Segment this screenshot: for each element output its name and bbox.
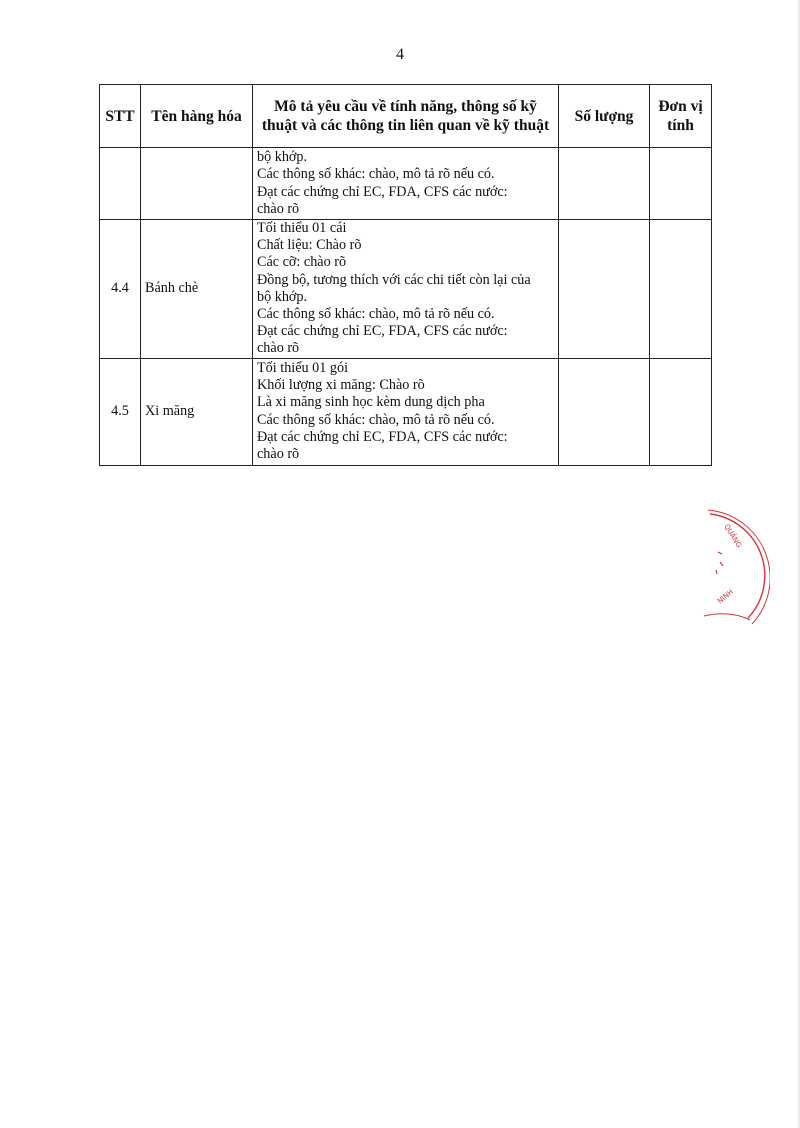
description-line: Đạt các chứng chỉ EC, FDA, CFS các nước:	[257, 183, 508, 200]
svg-text:NINH: NINH	[716, 587, 735, 606]
svg-text:QUẢNG: QUẢNG	[722, 522, 743, 550]
cell-quantity	[559, 358, 650, 465]
description-line: bộ khớp.	[257, 288, 308, 305]
header-unit: Đơn vị tính	[650, 85, 712, 148]
page-number: 4	[396, 46, 404, 63]
table-row	[100, 148, 712, 220]
header-name: Tên hàng hóa	[141, 85, 253, 148]
cell-name: Bánh chè	[141, 220, 253, 359]
cell-unit	[650, 148, 712, 220]
cell-quantity	[559, 148, 650, 220]
cell-description	[253, 148, 559, 220]
cell-description	[253, 358, 559, 465]
header-stt: STT	[100, 85, 141, 148]
description-line: chào rõ	[257, 340, 300, 357]
table-row	[100, 220, 712, 359]
description-line: Các thông số khác: chào, mô tả rõ nếu có.	[257, 306, 495, 323]
header-description: Mô tả yêu cầu về tính năng, thông số kỹ thuật và các thông tin liên quan về kỹ thuật	[253, 85, 559, 148]
header-quantity: Số lượng	[559, 85, 650, 148]
description-line: bộ khớp.	[257, 149, 308, 166]
cell-quantity	[559, 220, 650, 359]
description-line: Các thông số khác: chào, mô tả rõ nếu có.	[257, 166, 495, 183]
description-line: Đạt các chứng chỉ EC, FDA, CFS các nước:	[257, 323, 508, 340]
description-line: chào rõ	[257, 200, 300, 217]
description-line: Các cỡ: chào rõ	[257, 254, 347, 271]
seal-stamp	[700, 500, 770, 630]
cell-unit	[650, 220, 712, 359]
table-row	[100, 358, 712, 465]
cell-stt	[100, 148, 141, 220]
specification-table	[99, 84, 712, 466]
description-line: Đồng bộ, tương thích với các chi tiết còn lại của	[257, 271, 531, 288]
table-header-row	[100, 85, 712, 148]
description-line: chào rõ	[257, 446, 300, 463]
description-line: Đạt các chứng chỉ EC, FDA, CFS các nước:	[257, 428, 508, 445]
description-line: Khối lượng xi măng: Chào rõ	[257, 377, 425, 394]
description-line: Tối thiểu 01 cái	[257, 220, 347, 236]
cell-name	[141, 148, 253, 220]
description-line: Tối thiểu 01 gói	[257, 360, 349, 377]
cell-stt: 4.5	[100, 358, 141, 465]
cell-unit	[650, 358, 712, 465]
description-line: Các thông số khác: chào, mô tả rõ nếu có.	[257, 411, 495, 428]
cell-description	[253, 220, 559, 359]
description-line: Chất liệu: Chào rõ	[257, 237, 362, 254]
description-line: Là xi măng sinh học kèm dung dịch pha	[257, 394, 485, 411]
cell-stt: 4.4	[100, 220, 141, 359]
cell-name: Xi măng	[141, 358, 253, 465]
